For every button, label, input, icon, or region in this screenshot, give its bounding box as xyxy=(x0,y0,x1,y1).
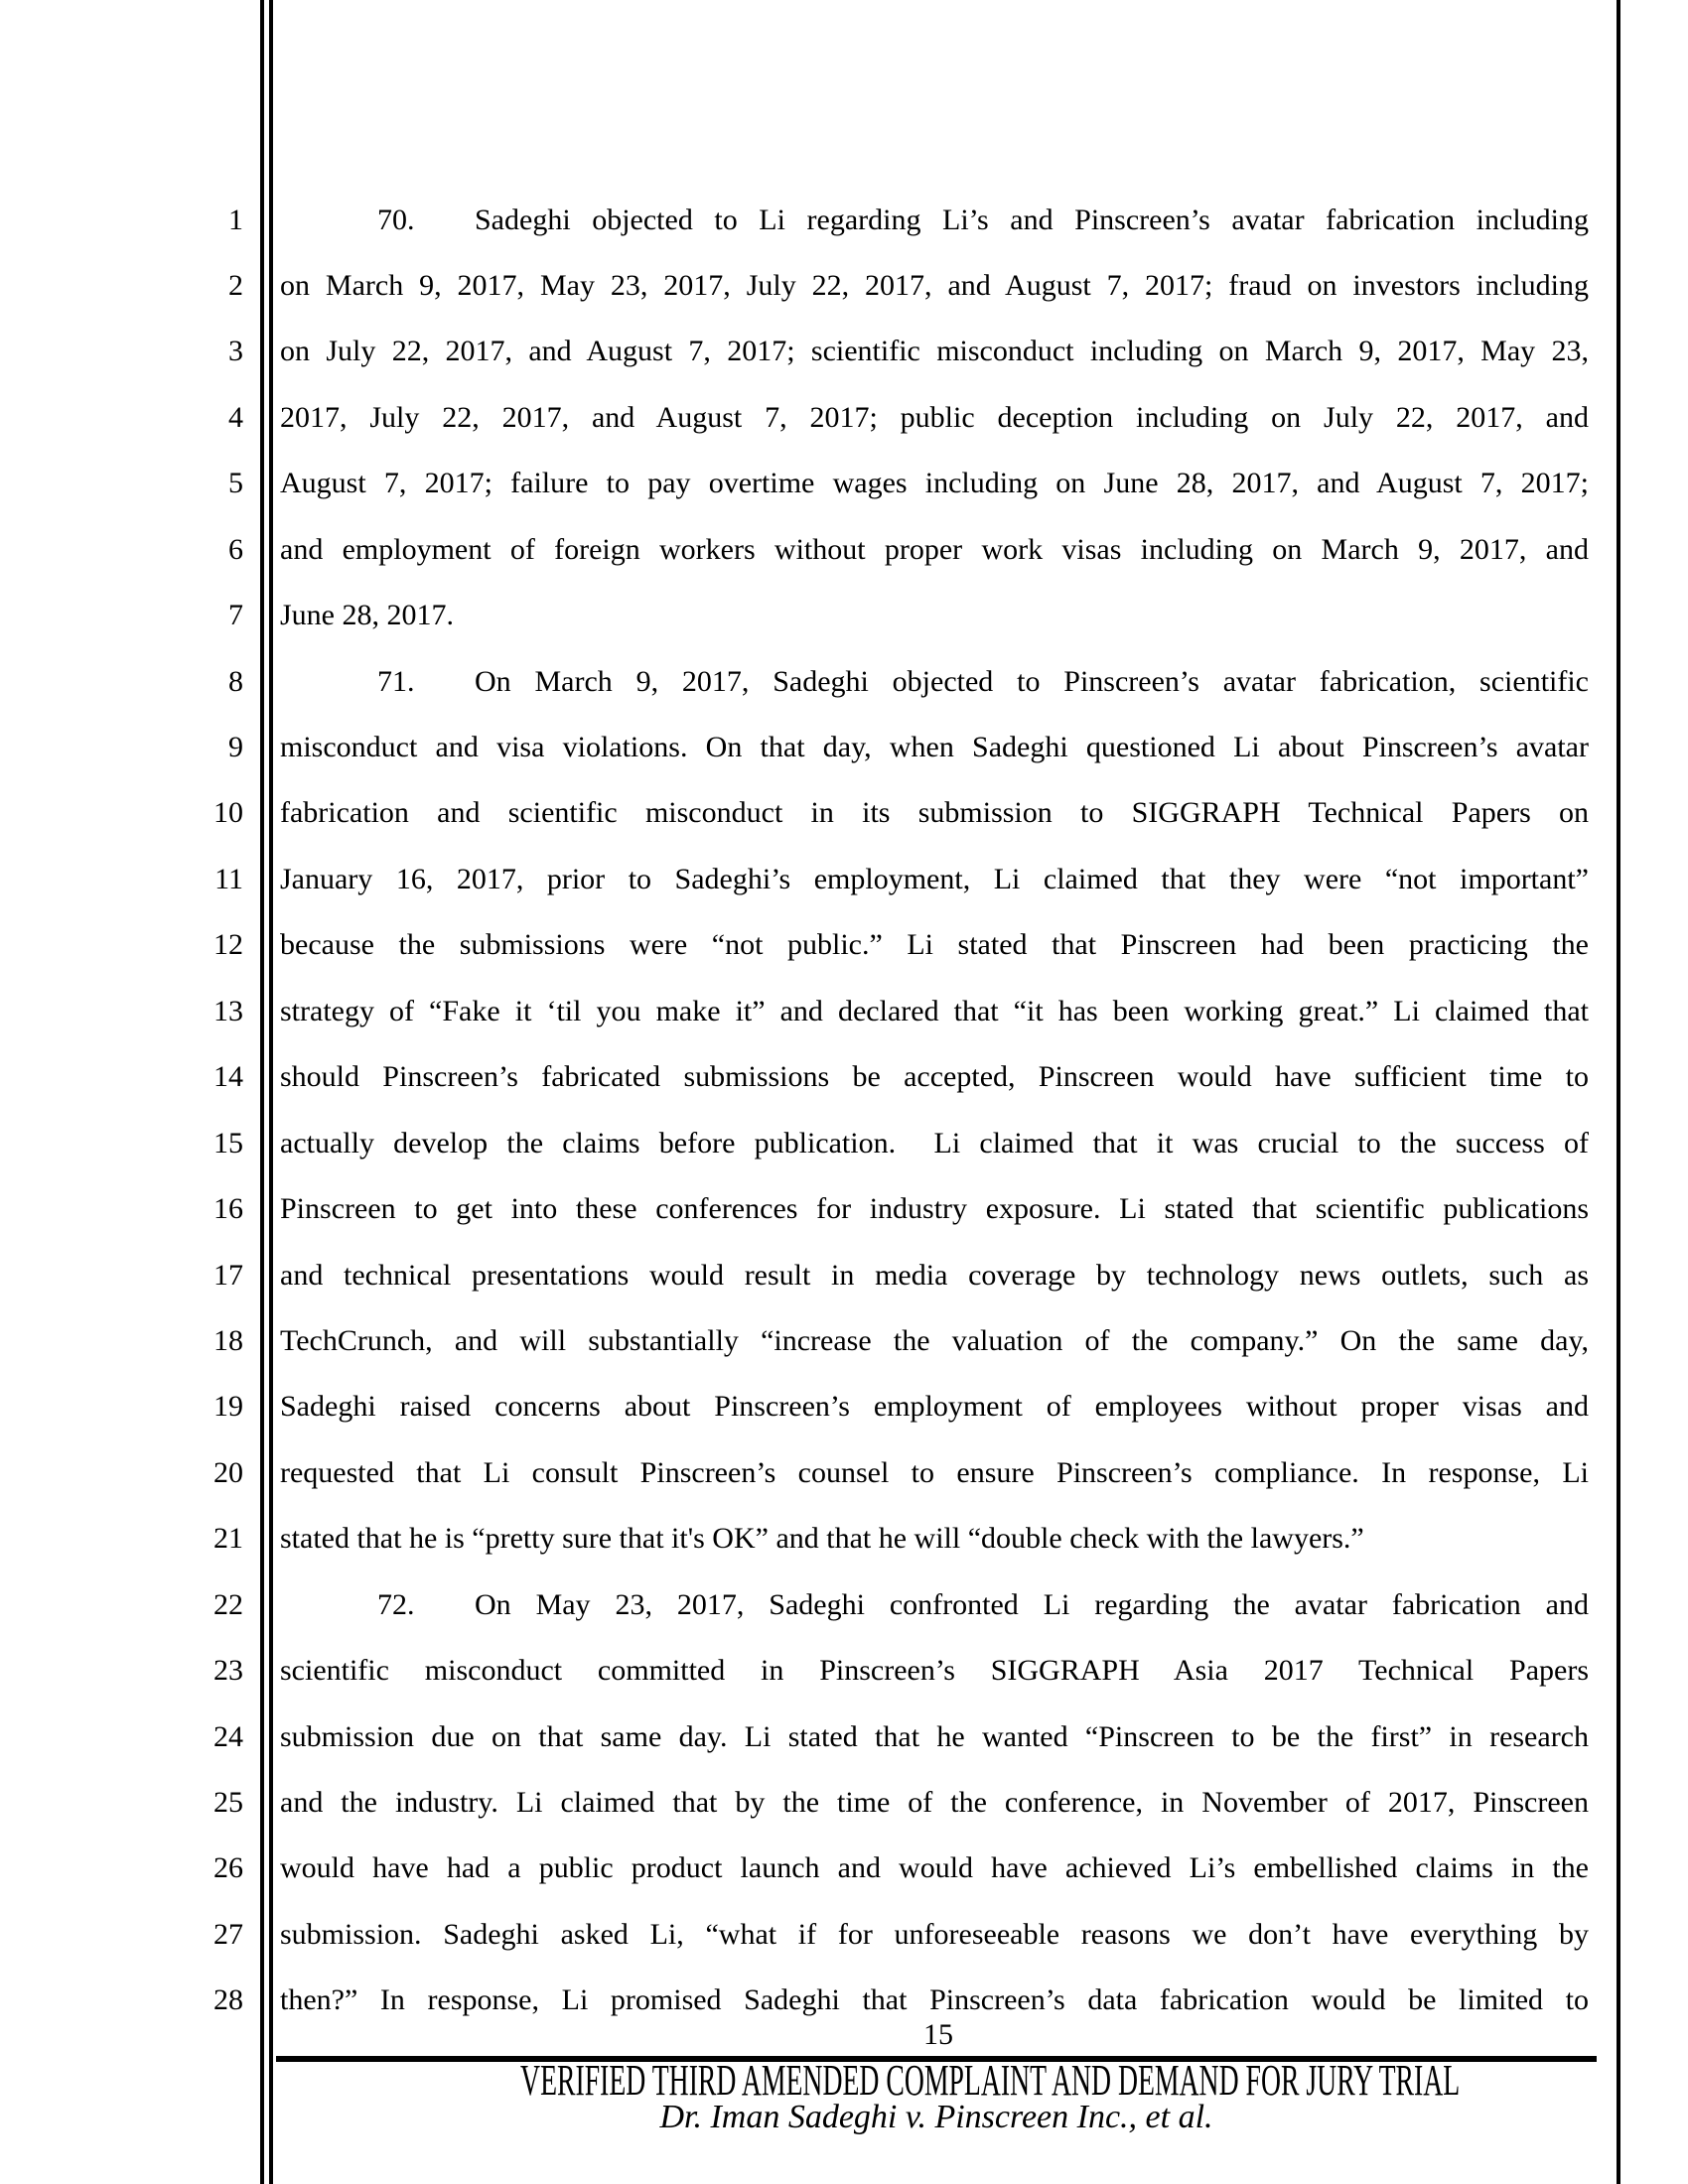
body-line: should Pinscreen’s fabricated submissions be accepted, Pinscreen would have sufficient time to xyxy=(280,1060,1589,1094)
line-number: 22 xyxy=(213,1587,243,1621)
line-number: 6 xyxy=(228,532,243,566)
line-number: 18 xyxy=(213,1323,243,1357)
page-number: 15 xyxy=(923,2018,953,2051)
body-line: scientific misconduct committed in Pinscreen’s SIGGRAPH Asia 2017 Technical Papers xyxy=(280,1654,1589,1688)
body-line: June 28, 2017. xyxy=(280,599,454,632)
body-line: 72. On May 23, 2017, Sadeghi confronted Li regarding the avatar fabrication and xyxy=(280,1572,1589,1638)
body-line: 71. On March 9, 2017, Sadeghi objected to Pinscreen’s avatar fabrication, scientific xyxy=(280,649,1589,715)
line-number: 24 xyxy=(213,1719,243,1753)
line-number-column xyxy=(0,188,243,2034)
body-line: Pinscreen to get into these conferences for industry exposure. Li stated that scientific publications xyxy=(280,1192,1589,1226)
line-number: 28 xyxy=(213,1983,243,2017)
body-line: would have had a public product launch and would have achieved Li’s embellished claims in the xyxy=(280,1851,1589,1885)
body-line: and the industry. Li claimed that by the time of the conference, in November of 2017, Pinscreen xyxy=(280,1786,1589,1819)
paragraph-number: 70. xyxy=(377,203,415,236)
body-line: fabrication and scientific misconduct in its submission to SIGGRAPH Technical Papers on xyxy=(280,796,1589,830)
line-number: 25 xyxy=(213,1786,243,1819)
line-number: 2 xyxy=(228,268,243,302)
line-number: 15 xyxy=(213,1126,243,1160)
line-number: 27 xyxy=(213,1917,243,1951)
line-number: 17 xyxy=(213,1258,243,1292)
body-line: January 16, 2017, prior to Sadeghi’s employment, Li claimed that they were “not important” xyxy=(280,862,1589,895)
line-number: 13 xyxy=(213,994,243,1027)
line-number: 1 xyxy=(228,203,243,236)
line-number: 12 xyxy=(213,928,243,962)
body-line: requested that Li consult Pinscreen’s counsel to ensure Pinscreen’s compliance. In response, Li xyxy=(280,1455,1589,1489)
body-line: then?” In response, Li promised Sadeghi that Pinscreen’s data fabrication would be limited to xyxy=(280,1983,1589,2017)
line-number: 19 xyxy=(213,1390,243,1424)
line-number: 21 xyxy=(213,1522,243,1556)
body-line: on March 9, 2017, May 23, 2017, July 22, 2017, and August 7, 2017; fraud on investors including xyxy=(280,268,1589,302)
footer-case-caption: Dr. Iman Sadeghi v. Pinscreen Inc., et al. xyxy=(659,2099,1213,2135)
body-line: 70. Sadeghi objected to Li regarding Li’s and Pinscreen’s avatar fabrication including xyxy=(280,188,1589,253)
body-line: TechCrunch, and will substantially “increase the valuation of the company.” On the same day, xyxy=(280,1323,1589,1357)
line-number: 11 xyxy=(214,862,243,895)
body-line: and employment of foreign workers without proper work visas including on March 9, 2017, and xyxy=(280,532,1589,566)
line-number: 14 xyxy=(213,1060,243,1094)
footer-document-title: VERIFIED THIRD AMENDED COMPLAINT AND DEMAND FOR JURY TRIAL xyxy=(520,2056,1461,2105)
body-line: and technical presentations would result in media coverage by technology news outlets, such as xyxy=(280,1258,1589,1292)
line-number: 23 xyxy=(213,1654,243,1688)
body-line: 2017, July 22, 2017, and August 7, 2017; public deception including on July 22, 2017, and xyxy=(280,400,1589,434)
body-line: strategy of “Fake it ‘til you make it” and declared that “it has been working great.” Li claimed that xyxy=(280,994,1589,1027)
line-number: 3 xyxy=(228,335,243,368)
line-number: 7 xyxy=(228,599,243,632)
body-line: August 7, 2017; failure to pay overtime wages including on June 28, 2017, and August 7, 2017; xyxy=(280,467,1589,500)
line-number: 9 xyxy=(228,731,243,763)
line-number: 26 xyxy=(213,1851,243,1885)
body-line: on July 22, 2017, and August 7, 2017; scientific misconduct including on March 9, 2017, May 23, xyxy=(280,335,1589,368)
body-line: actually develop the claims before publication. Li claimed that it was crucial to the success of xyxy=(280,1126,1589,1160)
line-number: 4 xyxy=(228,400,243,434)
pleading-right-rule xyxy=(1617,0,1620,2184)
line-number: 8 xyxy=(228,664,243,698)
line-number: 20 xyxy=(213,1455,243,1489)
line-number: 16 xyxy=(213,1192,243,1226)
body-text-column xyxy=(280,188,1589,2034)
body-line: because the submissions were “not public.” Li stated that Pinscreen had been practicing the xyxy=(280,928,1589,962)
paragraph-number: 71. xyxy=(377,664,415,698)
line-number: 5 xyxy=(228,467,243,500)
body-line: submission. Sadeghi asked Li, “what if for unforeseeable reasons we don’t have everything by xyxy=(280,1917,1589,1951)
line-number: 10 xyxy=(213,796,243,830)
paragraph-number: 72. xyxy=(377,1587,415,1621)
body-line: misconduct and visa violations. On that day, when Sadeghi questioned Li about Pinscreen’s avatar xyxy=(280,731,1589,763)
body-line: stated that he is “pretty sure that it's OK” and that he will “double check with the lawyers.” xyxy=(280,1522,1364,1556)
body-line: submission due on that same day. Li stated that he wanted “Pinscreen to be the first” in research xyxy=(280,1719,1589,1753)
pleading-left-double-rule xyxy=(260,0,273,2184)
body-line: Sadeghi raised concerns about Pinscreen’s employment of employees without proper visas and xyxy=(280,1390,1589,1424)
